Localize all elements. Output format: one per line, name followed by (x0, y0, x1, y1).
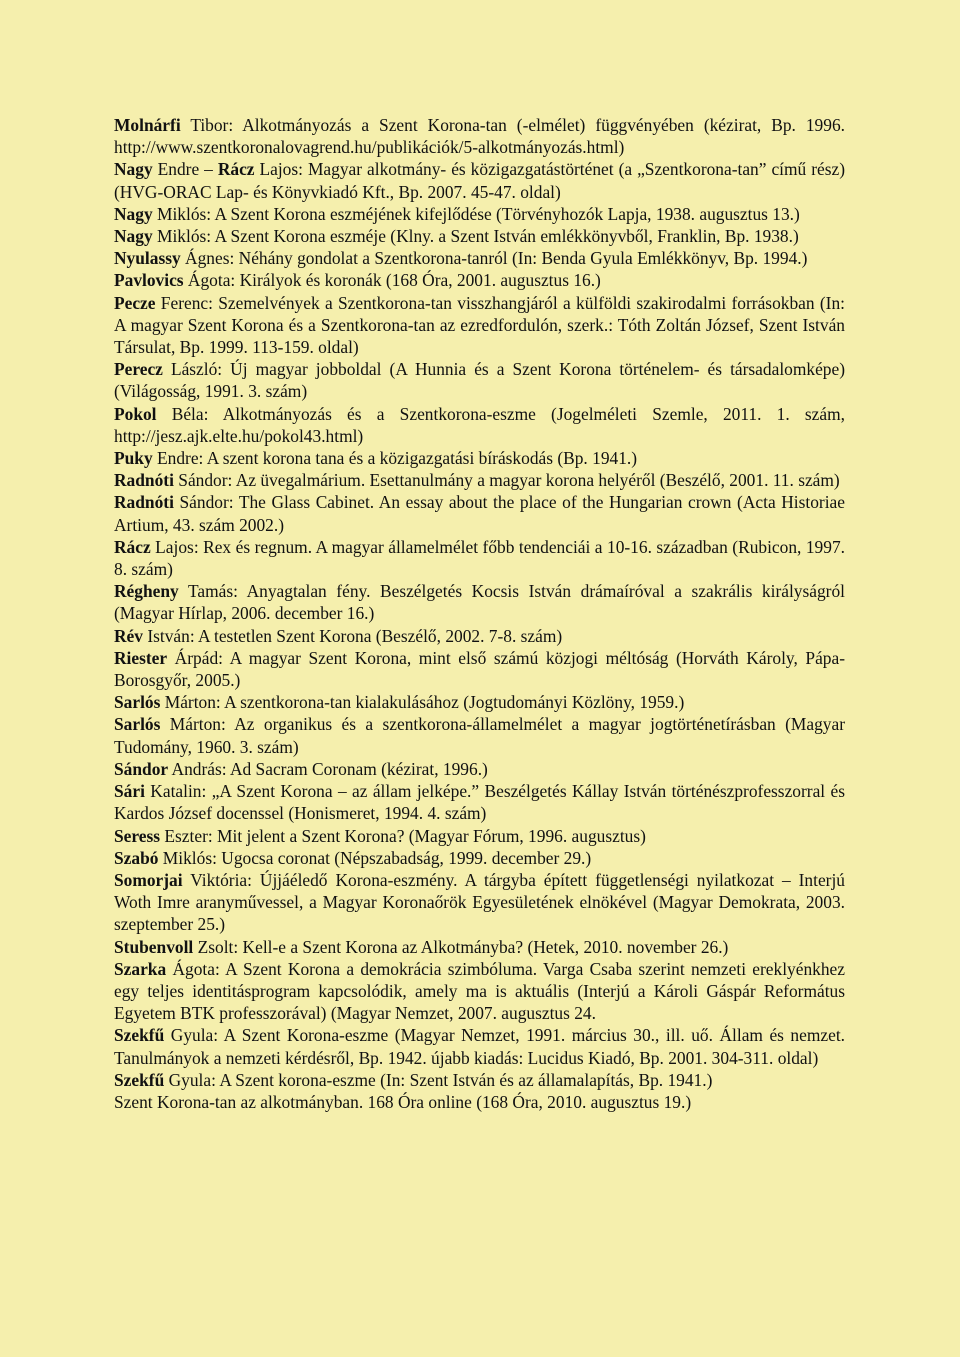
bibliography-entry-rev (114, 625, 845, 647)
entry-author: Rév (114, 625, 143, 646)
bibliography-entry-pokol (114, 403, 845, 447)
entry-author: Rácz (114, 536, 151, 557)
entry-text: Miklós: A Szent Korona eszméjének kifejlődése (Törvényhozók Lapja, 1938. augusztus 13.) (152, 203, 800, 224)
bibliography-entry-seress (114, 825, 845, 847)
bibliography-entry-szarka (114, 958, 845, 1025)
entry-author: Sándor (114, 758, 169, 779)
entry-author: Szarka (114, 958, 167, 979)
entry-text-second: Lajos: Magyar alkotmány- és közigazgatástörténet (a „Szentkorona-tan” című rész) (HVG-ORAC Lap- és Könyvkiadó Kft., Bp. 2007. 45-47. oldal) (114, 159, 845, 202)
entry-text: László: Új magyar jobboldal (A Hunnia és a Szent Korona történelem- és társadalomképe) (Világosság, 1991. 3. szám) (114, 359, 845, 402)
entry-author: Sári (114, 781, 145, 802)
bibliography-entry-szent-korona-tan (114, 1091, 845, 1113)
entry-text: István: A testetlen Szent Korona (Beszélő, 2002. 7-8. szám) (142, 625, 563, 646)
bibliography-entry-nagy-racz (114, 158, 845, 202)
entry-author: Radnóti (114, 470, 174, 491)
entry-author: Puky (114, 448, 153, 469)
bibliography-entry-nyulassy (114, 247, 845, 269)
entry-text: Tibor: Alkotmányozás a Szent Korona-tan (-elmélet) függvényében (kézirat, Bp. 1996. http://www.szentkoronalovagrend.hu/publikációk/5-alkotmányozás.html) (114, 115, 845, 158)
bibliography-entry-szekfu-1 (114, 1024, 845, 1068)
entry-author: Molnárfi (114, 115, 181, 135)
entry-text: Tamás: Anyagtalan fény. Beszélgetés Kocsis István drámaíróval a szakrális királyságról (Magyar Hírlap, 2006. december 16.) (114, 581, 845, 624)
bibliography-entry-sarlos-2 (114, 713, 845, 757)
bibliography-entry-szabo (114, 847, 845, 869)
entry-text: Ágota: Királyok és koronák (168 Óra, 2001. augusztus 16.) (183, 270, 601, 291)
entry-author: Szekfű (114, 1025, 165, 1046)
bibliography-entry-radnoti-2 (114, 491, 845, 535)
entry-text: Zsolt: Kell-e a Szent Korona az Alkotmányba? (Hetek, 2010. november 26.) (193, 936, 729, 957)
entry-text: Szent Korona-tan az alkotmányban. 168 Óra online (168 Óra, 2010. augusztus 19.) (114, 1091, 692, 1112)
entry-author: Nyulassy (114, 248, 181, 269)
entry-author: Sarlós (114, 692, 161, 713)
entry-author: Sarlós (114, 714, 161, 735)
entry-text: Viktória: Újjáéledő Korona-eszmény. A tárgyba épített függetlenségi nyilatkozat – Interjú Woth Imre aranyművessel, a Magyar Koronaőrök Egyesületének elnökével (Magyar Demokrata, 2003. szeptember 25.) (114, 869, 845, 935)
entry-author: Nagy (114, 159, 153, 180)
entry-author: Seress (114, 825, 161, 846)
entry-text: Ferenc: Szemelvények a Szentkorona-tan visszhangjáról a külföldi szakirodalmi forrásokban (In: A magyar Szent Korona és a Szentkorona-tan az ezredfordulón, szerk.: Tóth Zoltán József, Szent István Társulat, Bp. 1999. 113-159. oldal) (114, 292, 845, 358)
entry-author: Nagy (114, 203, 153, 224)
entry-text: Béla: Alkotmányozás és a Szentkorona-eszme (Jogelméleti Szemle, 2011. 1. szám, http://jesz.ajk.elte.hu/pokol43.html) (114, 403, 845, 446)
bibliography-entry-molnarfi (114, 114, 845, 158)
bibliography-entry-regheny (114, 580, 845, 624)
entry-author: Radnóti (114, 492, 174, 513)
bibliography-entry-somorjai (114, 869, 845, 936)
bibliography-entry-racz (114, 536, 845, 580)
bibliography-entry-sandor (114, 758, 845, 780)
entry-text: András: Ad Sacram Coronam (kézirat, 1996.) (168, 758, 488, 779)
entry-text: Sándor: Az üvegalmárium. Esettanulmány a magyar korona helyéről (Beszélő, 2001. 11. szám) (173, 470, 840, 491)
entry-author: Stubenvoll (114, 936, 194, 957)
bibliography-entry-stubenvoll (114, 936, 845, 958)
entry-author: Szekfű (114, 1069, 165, 1090)
entry-text: Árpád: A magyar Szent Korona, mint első számú közjogi méltóság (Horváth Károly, Pápa-Borosgyőr, 2005.) (114, 647, 845, 691)
entry-text: Ágnes: Néhány gondolat a Szentkorona-tanról (In: Benda Gyula Emlékkönyv, Bp. 1994.) (180, 248, 808, 269)
entry-text: Márton: Az organikus és a szentkorona-államelmélet a magyar jogtörténetírásban (Magyar Tudomány, 1960. 3. szám) (114, 714, 845, 757)
bibliography-entry-sarlos-1 (114, 691, 845, 713)
entry-author: Régheny (114, 581, 179, 602)
bibliography-entry-perecz (114, 358, 845, 402)
entry-text: Katalin: „A Szent Korona – az állam jelképe.” Beszélgetés Kállay István történészprofesszorral és Kardos József docenssel (Honismeret, 1994. 4. szám) (114, 781, 845, 824)
entry-author: Perecz (114, 359, 163, 380)
entry-text: Sándor: The Glass Cabinet. An essay about the place of the Hungarian crown (Acta Historiae Artium, 43. szám 2002.) (114, 492, 845, 535)
bibliography-entry-puky (114, 447, 845, 469)
bibliography-entry-nagy-2 (114, 225, 845, 247)
entry-text: Endre – (152, 159, 218, 180)
entry-author: Riester (114, 647, 168, 668)
entry-text: Miklós: Ugocsa coronat (Népszabadság, 1999. december 29.) (158, 847, 592, 868)
entry-author-second: Rácz (217, 159, 255, 180)
bibliography-entry-pecze (114, 292, 845, 359)
bibliography-entry-radnoti-1 (114, 469, 845, 491)
entry-author: Pecze (114, 292, 156, 313)
entry-text: Lajos: Rex és regnum. A magyar államelmélet főbb tendenciái a 10-16. században (Rubicon, 1997. 8. szám) (114, 536, 845, 580)
entry-text: Gyula: A Szent Korona-eszme (Magyar Nemzet, 1991. március 30., ill. uő. Állam és nemzet. Tanulmányok a nemzeti kérdésről, Bp. 1942. újabb kiadás: Lucidus Kiadó, Bp. 2001. 304-311. oldal) (114, 1025, 845, 1068)
bibliography-entry-nagy-1 (114, 203, 845, 225)
bibliography-entry-szekfu-2 (114, 1069, 845, 1091)
entry-text: Ágota: A Szent Korona a demokrácia szimbóluma. Varga Csaba szerint nemzeti ereklyénkhez egy teljes identitásprogram kapcsolódik, amely ma is aktuális (Interjú a Károli Gáspár Református Egyetem BTK professzorával) (Magyar Nemzet, 2007. augusztus 24. (114, 958, 845, 1024)
bibliography-entry-riester (114, 647, 845, 691)
entry-text: Márton: A szentkorona-tan kialakulásához (Jogtudományi Közlöny, 1959.) (160, 692, 685, 713)
entry-text: Endre: A szent korona tana és a közigazgatási bíráskodás (Bp. 1941.) (152, 448, 638, 469)
entry-author: Pokol (114, 403, 157, 424)
entry-author: Nagy (114, 226, 153, 247)
entry-text: Eszter: Mit jelent a Szent Korona? (Magyar Fórum, 1996. augusztus) (160, 825, 646, 846)
entry-text: Miklós: A Szent Korona eszméje (Klny. a Szent István emlékkönyvből, Franklin, Bp. 1938.) (152, 226, 799, 247)
entry-author: Somorjai (114, 869, 183, 890)
entry-text: Gyula: A Szent korona-eszme (In: Szent István és az államalapítás, Bp. 1941.) (164, 1069, 713, 1090)
bibliography-entry-sari (114, 780, 845, 824)
entry-author: Szabó (114, 847, 159, 868)
bibliography-list (114, 114, 845, 1113)
entry-author: Pavlovics (114, 270, 184, 291)
bibliography-entry-pavlovics (114, 269, 845, 291)
